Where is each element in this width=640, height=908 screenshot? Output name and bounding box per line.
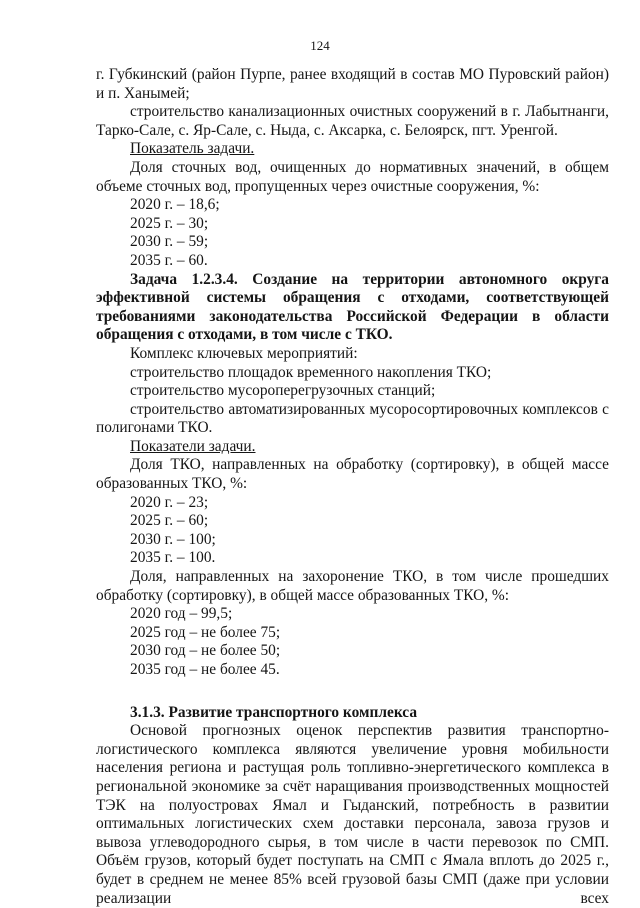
list-item: 2035 г. – 100. — [130, 549, 216, 567]
paragraph: строительство канализационных очистных сооружений в г. Лабытнанги, Тарко-Сале, с. Яр-Сале, с. Ныда, с. Аксарка, с. Белоярск, пгт. Уренгой. — [96, 103, 609, 139]
page-body — [96, 66, 609, 908]
list-item: 2035 г. – 60. — [130, 251, 208, 269]
list-item: 2025 г. – 60; — [130, 512, 209, 530]
indicator-label-text: Показатели задачи. — [130, 437, 256, 455]
paragraph: Доля сточных вод, очищенных до нормативных значений, в общем объеме сточных вод, пропущенных через очистные сооружения, %: — [96, 158, 609, 195]
list-item: 2020 год – 99,5; — [130, 605, 233, 623]
list-item: 2030 г. – 59; — [130, 233, 209, 251]
list-item: 2035 год – не более 45. — [130, 661, 280, 678]
indicator-label — [96, 140, 609, 159]
indicator-label — [96, 438, 609, 457]
indicator-label-text: Показатель задачи. — [130, 140, 255, 158]
paragraph: Основой прогнозных оценок перспектив развития транспортно-логистического комплекса являются увеличение уровня мобильности населения региона и растущая роль топливно-энергетического комплекса в региональной экономике за счёт наращивания производственных мощностей ТЭК на полуостровах Ямал и Гыданский, потребность в развитии оптимальных логистических схем доставки персонала, завоза грузов и вывоза углеводородного сырья, в том числе в части перевозок по СМП. Объём грузов, который будет поступать на СМП с Ямала вплоть до 2025 г., будет в среднем не менее 85% всей грузовой базы СМП (даже при условии реализации всех — [96, 722, 609, 907]
paragraph: г. Губкинский (район Пурпе, ранее входящий в состав МО Пуровский район) и п. Ханымей; — [96, 66, 609, 102]
paragraph: строительство автоматизированных мусоросортировочных комплексов с полигонами ТКО. — [96, 400, 609, 437]
list-item: Комплекс ключевых мероприятий: — [130, 344, 358, 362]
list-item: строительство мусороперегрузочных станций; — [130, 382, 436, 400]
list-item: 2025 г. – 30; — [130, 214, 209, 232]
list-item: 2030 г. – 100; — [130, 530, 216, 548]
page-number: 124 — [310, 38, 330, 53]
paragraph: Доля, направленных на захоронение ТКО, в том числе прошедших обработку (сортировку), в общей массе образованных ТКО, %: — [96, 568, 609, 604]
task-heading: Задача 1.2.3.4. Создание на территории автономного округа эффективной системы обращения с отходами, соответствующей требованиями законодательства Российской Федерации в области обращения с отходами, в том числе с ТКО. — [96, 270, 609, 344]
list-item: 2020 г. – 23; — [130, 493, 209, 511]
list-item: строительство площадок временного накопления ТКО; — [130, 363, 492, 381]
list-item: 2030 год – не более 50; — [130, 642, 281, 660]
paragraph: Доля ТКО, направленных на обработку (сортировку), в общей массе образованных ТКО, %: — [96, 456, 609, 493]
list-item: 2025 год – не более 75; — [130, 623, 281, 641]
section-heading: 3.1.3. Развитие транспортного комплекса — [130, 703, 418, 721]
list-item: 2020 г. – 18,6; — [130, 196, 220, 214]
